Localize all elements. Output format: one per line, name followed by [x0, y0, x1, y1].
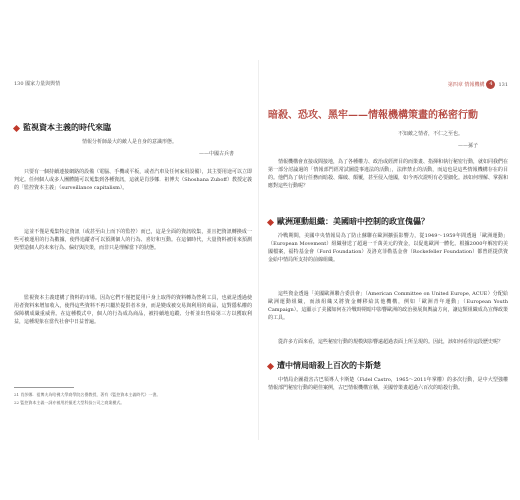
right-section-1-heading: [268, 216, 429, 227]
diamond-bullet-icon: [13, 124, 20, 131]
left-epigraph-attribution: ——中國古兵書: [198, 151, 234, 157]
right-section-2-paragraph: 中情局企圖殺害古巴領導人卡斯楚（Fidel Castro，1965～2011年掌權）的多次行動，是中大型強權情報部門秘密行動的絕佳案例，古巴情報機構宣稱，美國曾策畫超過六百次的暗殺行動。: [268, 377, 508, 391]
left-running-head: 130 國家力量與輿情: [14, 81, 61, 87]
right-section-2-heading: [268, 360, 381, 371]
footnote-21: 21 肖莎娜．祖博夫為哈佛大學商學院名譽教授，著有《監控資本主義時代》一書。: [14, 392, 161, 397]
right-section-1-title: 歐洲運動組織：美國暗中控制的政宣傀儡？: [277, 216, 429, 226]
right-epigraph-attribution: ——孫子: [457, 143, 478, 149]
chapter-main-title: 暗殺、恐攻、黑牢——情報機構策畫的秘密行動: [268, 110, 478, 121]
right-epigraph: 不知敵之情者，不仁之至也。: [398, 131, 464, 137]
right-section-1-paragraph-3: 從許多方面來看，這些秘密行動的規模與影響遠超過表面上所呈現的。因此，該如何看待這段歷史呢？: [278, 339, 504, 345]
page-gutter: [258, 60, 259, 440]
left-section-title: 監視資本主義的時代來臨: [23, 122, 111, 132]
running-head-chapter: 第四章 情報機構: [447, 82, 485, 88]
left-page: [14, 72, 252, 432]
right-page-number: 131: [498, 82, 508, 88]
right-section-1-paragraph-1: 冷戰期間，美國中央情報局為了防止蘇聯在歐洲擴張影響力，從1949～1959年間透過「歐洲運動」（European Movement）組織發送了超過一千萬美元的資金，以促進歐洲一體化。根據2000年解密的美國檔案，福特基金會（Ford Foundation）及洛克菲勒基金會（Rockefeller Foundation）都曾經提供資金給中情局所支持的前線組織。: [268, 233, 508, 263]
footnote-22: 22 監控資本主義一詞亦被用於描述大型科技公司之商業模式。: [14, 400, 125, 405]
right-intro-paragraph: 情報機構會直接或間接地，為了各種權力、政治或經濟目的而策畫、指揮和執行秘密行動，就如同我們在第一部分討論過的「情報部門經常試圖從事違法的活動」，法律禁止的活動，而這也是這些情報機構存在的目的。他們為了執行任務而暗殺、爆破、顛覆，甚至侵入他國，如今再次證明有必要細化。該如何理解、掌握和應對這些行動呢？: [268, 159, 508, 189]
right-section-2-title: 遭中情局暗殺上百次的卡斯楚: [277, 360, 381, 370]
left-epigraph: 情報分析師最大的敵人是自身的意識形態。: [82, 139, 178, 145]
footnote-rule: [14, 387, 74, 388]
left-paragraph-1: 只要有一個持續連接網路的設備（電腦、手機或平板，或者汽車及任何家用設備），其主要用途可以立即判定。任何個人或多人團體隨可以蒐集到各種資訊，這就是肖莎娜．祖博夫（Shoshana Zuboff）教授定義的「監控資本主義」（surveillance capitalism）。: [14, 169, 252, 191]
chapter-badge-icon: 4: [486, 80, 495, 89]
left-paragraph-2: 這並不僅是蒐集特定資訊（或甚至由上而下的監控）而已，這是全面的資訊收集，並且把資訊轉換成一些可被運用的行為數據，使得追蹤者可以預測個人的行為、喜好和互動。在這個時代，大量資料被用來預測與塑造個人的未來行為、偏好與決策，而非只是理解當下的狀態。: [14, 229, 252, 251]
left-section-heading: [14, 122, 111, 133]
diamond-bullet-icon: [267, 218, 274, 225]
left-paragraph-3: 監視資本主義建構了資料的市場。因為它們不僅把從用戶身上取得的資料轉為營利工具，也就是透過使用者資料來增加收入，使得這些資料不再只屬於提供者本身，而是變成被交易與利用的商品，這對隱私權的保障構成嚴重威脅。在這種模式中，個人的行為成為商品，被持續地追蹤、分析並出售給第三方以獲取利益，這種現象在當代社會中日益普遍。: [14, 295, 252, 325]
right-page: [268, 72, 508, 432]
right-section-1-paragraph-2: 這些資金透過「美國歐洲聯合委員會」（American Committee on United Europe, ACUE）分配給歐洲運動組織，而該組織又將資金轉移給其他機構，例如「歐洲青年運動」（European Youth Campaign）。這顯示了美國如何在冷戰時期暗中影響歐洲的政治發展與輿論方向，讓這類組織成為宣傳政策的工具。: [268, 291, 508, 321]
diamond-bullet-icon: [267, 362, 274, 369]
right-running-head: [448, 80, 508, 89]
